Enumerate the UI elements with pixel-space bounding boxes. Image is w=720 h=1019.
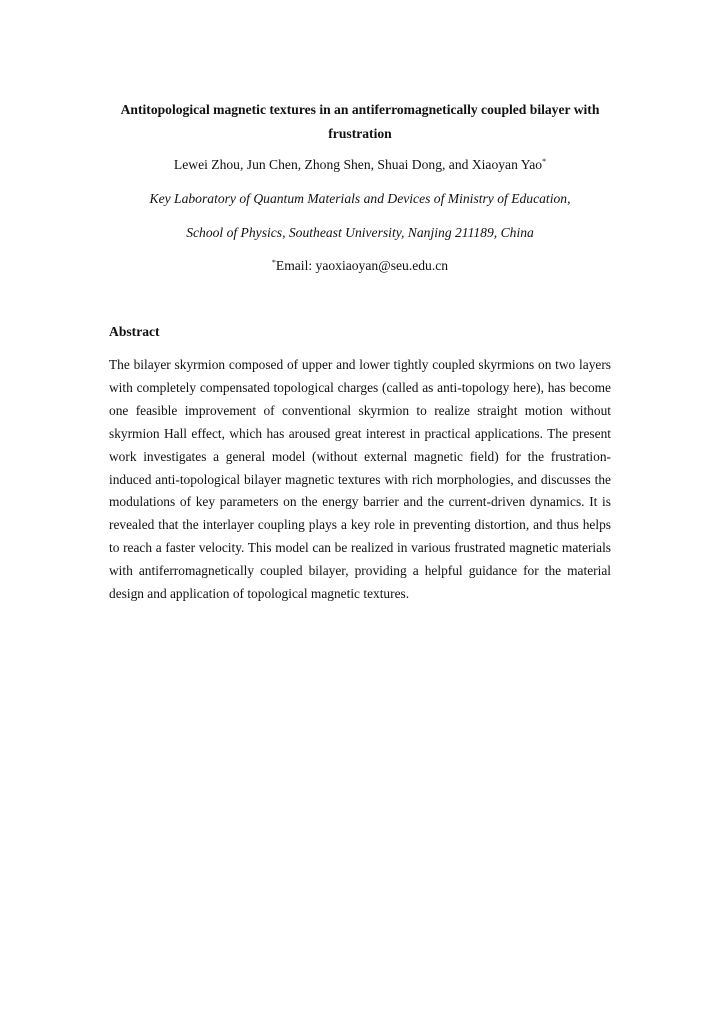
email-mark: * (271, 258, 276, 267)
author-names: Lewei Zhou, Jun Chen, Zhong Shen, Shuai Dong, and Xiaoyan Yao (173, 157, 543, 172)
email-text: Email: yaoxiaoyan@seu.edu.cn (275, 258, 449, 273)
corresponding-email (60, 256, 660, 276)
corresponding-author-mark: * (542, 157, 547, 166)
abstract-body: The bilayer skyrmion composed of upper and lower tightly coupled skyrmions on two layers with completely compensated topological charges (called as anti-topology here), has become one feasible improvement of conventional skyrmion to realize straight motion without skyrmion Hall effect, which has aroused great interest in practical applications. The present work investigates a general model (without external magnetic field) for the frustration-induced anti-topological bilayer magnetic textures with rich morphologies, and discusses the modulations of key parameters on the energy barrier and the current-driven dynamics. It is revealed that the interlayer coupling plays a key role in preventing distortion, and thus helps to reach a faster velocity. This model can be realized in various frustrated magnetic materials with antiferromagnetically coupled bilayer, providing a helpful guidance for the material design and application of topological magnetic textures. (109, 357, 611, 602)
affiliation-line-2: School of Physics, Southeast University, Nanjing 211189, China (186, 225, 534, 240)
author-list (60, 155, 660, 175)
paper-title: Antitopological magnetic textures in an antiferromagnetically coupled bilayer with frustration (120, 102, 600, 141)
affiliation-line-1: Key Laboratory of Quantum Materials and Devices of Ministry of Education, (149, 191, 571, 206)
abstract-heading: Abstract (109, 324, 160, 339)
